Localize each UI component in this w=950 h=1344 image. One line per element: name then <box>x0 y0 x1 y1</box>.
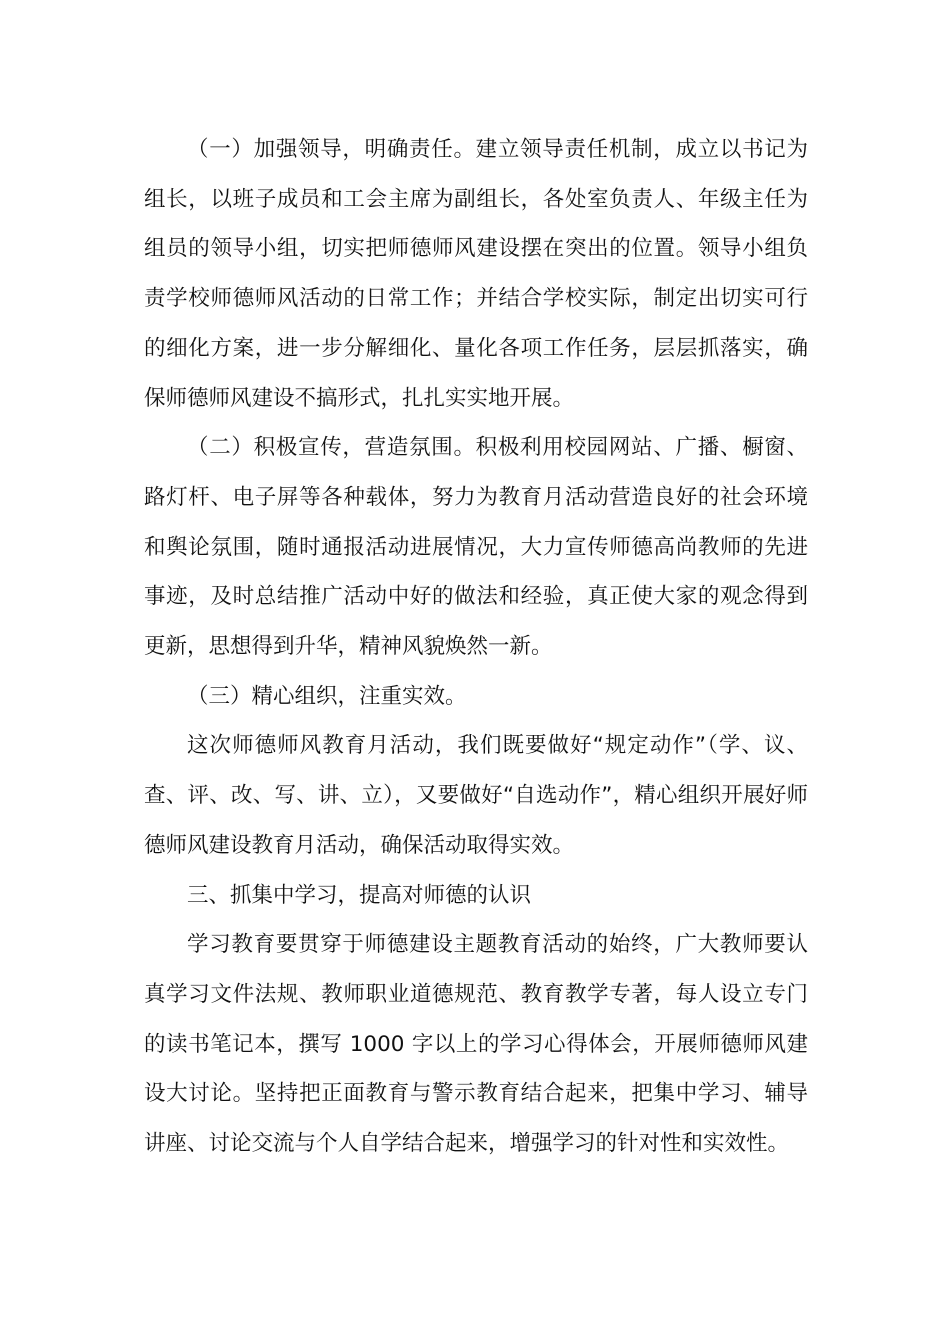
paragraph-organization-heading: （三）精心组织，注重实效。 <box>187 683 467 709</box>
paragraph-publicity: （二）积极宣传，营造氛围。积极利用校园网站、广播、橱窗、路灯杆、电子屏等各种载体，努力为教育月活动营造良好的社会环境和舆论氛围，随时通报活动进展情况，大力宣传师德高尚教师的先进事迹，及时总结推广活动中好的做法和经验，真正使大家的观念得到更新，思想得到升华，精神风貌焕然一新。 <box>144 435 808 660</box>
paragraph-organization-detail: 这次师德师风教育月活动，我们既要做好“规定动作”（学、议、查、评、改、写、讲、立），又要做好“自选动作”，精心组织开展好师德师风建设教育月活动，确保活动取得实效。 <box>144 733 808 858</box>
document-body <box>144 125 808 1169</box>
section-heading-study: 三、抓集中学习，提高对师德的认识 <box>187 882 532 908</box>
paragraph-leadership: （一）加强领导，明确责任。建立领导责任机制，成立以书记为组长，以班子成员和工会主席为副组长，各处室负责人、年级主任为组员的领导小组，切实把师德师风建设摆在突出的位置。领导小组负责学校师德师风活动的日常工作；并结合学校实际，制定出切实可行的细化方案，进一步分解细化、量化各项工作任务，层层抓落实，确保师德师风建设不搞形式，扎扎实实地开展。 <box>144 137 808 411</box>
paragraph-study: 学习教育要贯穿于师德建设主题教育活动的始终，广大教师要认真学习文件法规、教师职业道德规范、教育教学专著，每人设立专门的读书笔记本，撰写 1000 字以上的学习心得体会，开展师德师风建设大讨论。坚持把正面教育与警示教育结合起来，把集中学习、辅导讲座、讨论交流与个人自学结合起来，增强学习的针对性和实效性。 <box>144 932 808 1157</box>
